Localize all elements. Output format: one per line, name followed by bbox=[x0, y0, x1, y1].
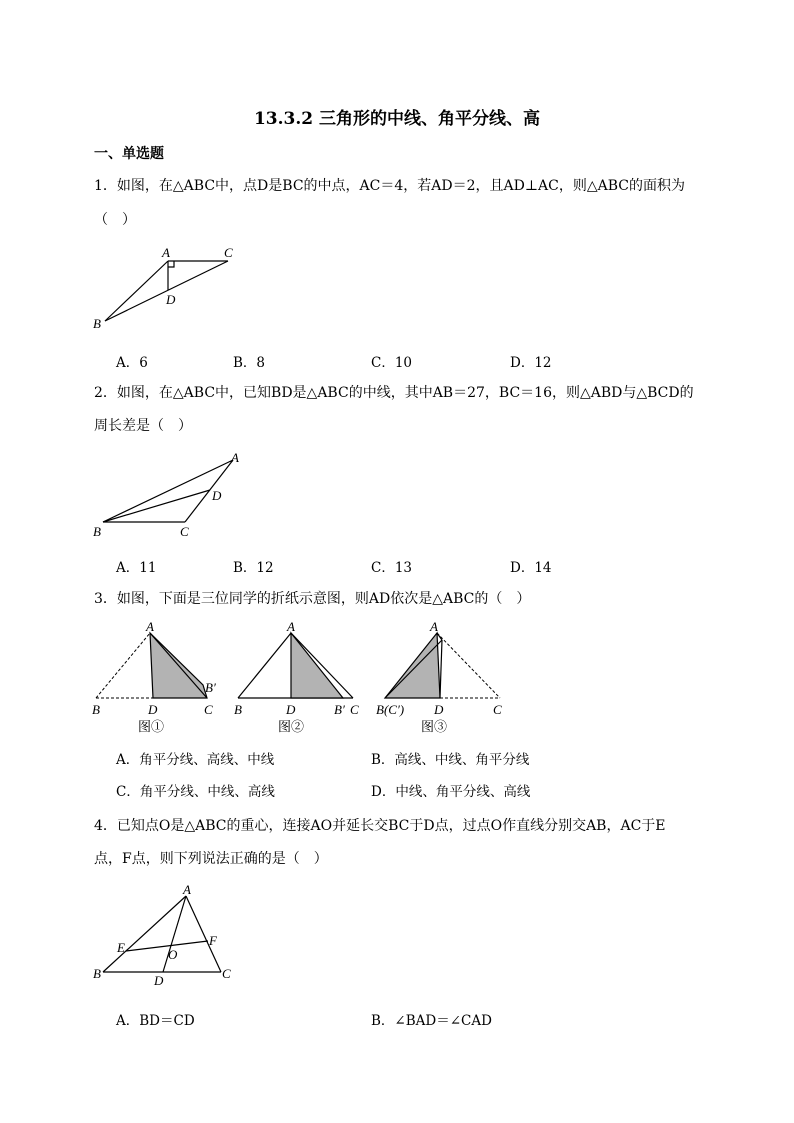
q3-figure bbox=[88, 618, 508, 736]
q1-stem-line1: 1．如图，在△ABC中，点D是BC的中点，AC＝4，若AD＝2，且AD⊥AC，则△ABC的面积为 bbox=[94, 178, 685, 194]
q3-figure-2 bbox=[234, 619, 359, 734]
q1-label-c: C bbox=[224, 245, 233, 260]
q3-fig2-caption: 图② bbox=[278, 719, 305, 734]
q1-label-a: A bbox=[162, 245, 170, 260]
q3-fig3-label-d: D bbox=[434, 702, 444, 717]
q1-option-c[interactable]: C．10 bbox=[371, 355, 413, 371]
q2-option-a[interactable]: A．11 bbox=[116, 560, 157, 576]
q1-option-a[interactable]: A．6 bbox=[116, 355, 148, 371]
section-heading: 一、单选题 bbox=[94, 146, 164, 162]
q3-fig1-caption: 图① bbox=[138, 719, 165, 734]
q4-label-o: O bbox=[168, 947, 178, 962]
q4-option-b[interactable]: B．∠BAD＝∠CAD bbox=[371, 1013, 492, 1029]
q2-option-c[interactable]: C．13 bbox=[371, 560, 413, 576]
q1-stem-line2: （ ） bbox=[94, 212, 136, 228]
q3-fig3-label-b-c-prime: B(C′) bbox=[376, 702, 405, 717]
q3-fig3-label-c: C bbox=[493, 702, 502, 717]
page-title: 13.3.2 三角形的中线、角平分线、高 bbox=[253, 109, 541, 129]
q3-fig1-label-b: B bbox=[92, 702, 100, 717]
q3-fig1-label-b-prime: B′ bbox=[205, 680, 216, 695]
q3-fig3-caption: 图③ bbox=[421, 719, 448, 734]
q3-fig2-label-b-prime: B′ bbox=[334, 702, 345, 717]
q2-option-b[interactable]: B．12 bbox=[233, 560, 274, 576]
q3-fig1-label-d: D bbox=[148, 702, 158, 717]
q3-fig2-label-b: B bbox=[234, 702, 242, 717]
q2-label-b: B bbox=[93, 524, 101, 539]
q2-label-a: A bbox=[231, 450, 239, 465]
q3-fig2-label-a: A bbox=[287, 619, 295, 634]
q2-stem-line2: 周长差是（ ） bbox=[94, 418, 192, 434]
q1-label-d: D bbox=[166, 292, 176, 307]
q3-fig3-label-a: A bbox=[430, 619, 438, 634]
q4-stem-line2: 点，F点，则下列说法正确的是（ ） bbox=[94, 851, 328, 867]
q3-stem-line1: 3．如图，下面是三位同学的折纸示意图，则AD依次是△ABC的（ ） bbox=[94, 591, 531, 607]
q1-label-b: B bbox=[93, 316, 101, 331]
q3-option-d[interactable]: D．中线、角平分线、高线 bbox=[371, 784, 531, 800]
q3-figure-1 bbox=[92, 619, 216, 734]
q1-option-b[interactable]: B．8 bbox=[233, 355, 266, 371]
q3-fig1-label-c: C bbox=[204, 702, 213, 717]
q4-option-a[interactable]: A．BD＝CD bbox=[116, 1013, 195, 1029]
q1-figure bbox=[88, 242, 258, 334]
q1-option-d[interactable]: D．12 bbox=[510, 355, 552, 371]
q3-fig2-label-d: D bbox=[286, 702, 296, 717]
q3-fig1-label-a: A bbox=[146, 619, 154, 634]
q4-stem-line1: 4．已知点O是△ABC的重心，连接AO并延长交BC于D点，过点O作直线分别交AB，AC于E bbox=[94, 818, 666, 834]
q3-option-a[interactable]: A．角平分线、高线、中线 bbox=[116, 752, 275, 768]
q4-label-d: D bbox=[154, 973, 164, 988]
q2-label-d: D bbox=[212, 488, 222, 503]
q2-figure bbox=[88, 448, 250, 540]
q3-fig2-label-c: C bbox=[350, 702, 359, 717]
q3-option-c[interactable]: C．角平分线、中线、高线 bbox=[116, 784, 275, 800]
q2-label-c: C bbox=[180, 524, 189, 539]
q4-label-c: C bbox=[222, 966, 231, 981]
q4-label-f: F bbox=[209, 933, 217, 948]
q4-label-b: B bbox=[93, 966, 101, 981]
q3-figure-3 bbox=[376, 619, 502, 734]
q4-label-a: A bbox=[183, 883, 191, 897]
q4-figure bbox=[88, 883, 248, 993]
q2-option-d[interactable]: D．14 bbox=[510, 560, 552, 576]
q3-option-b[interactable]: B．高线、中线、角平分线 bbox=[371, 752, 530, 768]
q2-stem-line1: 2．如图，在△ABC中，已知BD是△ABC的中线，其中AB＝27，BC＝16，则△ABD与△BCD的 bbox=[94, 385, 694, 401]
q4-label-e: E bbox=[117, 940, 125, 955]
